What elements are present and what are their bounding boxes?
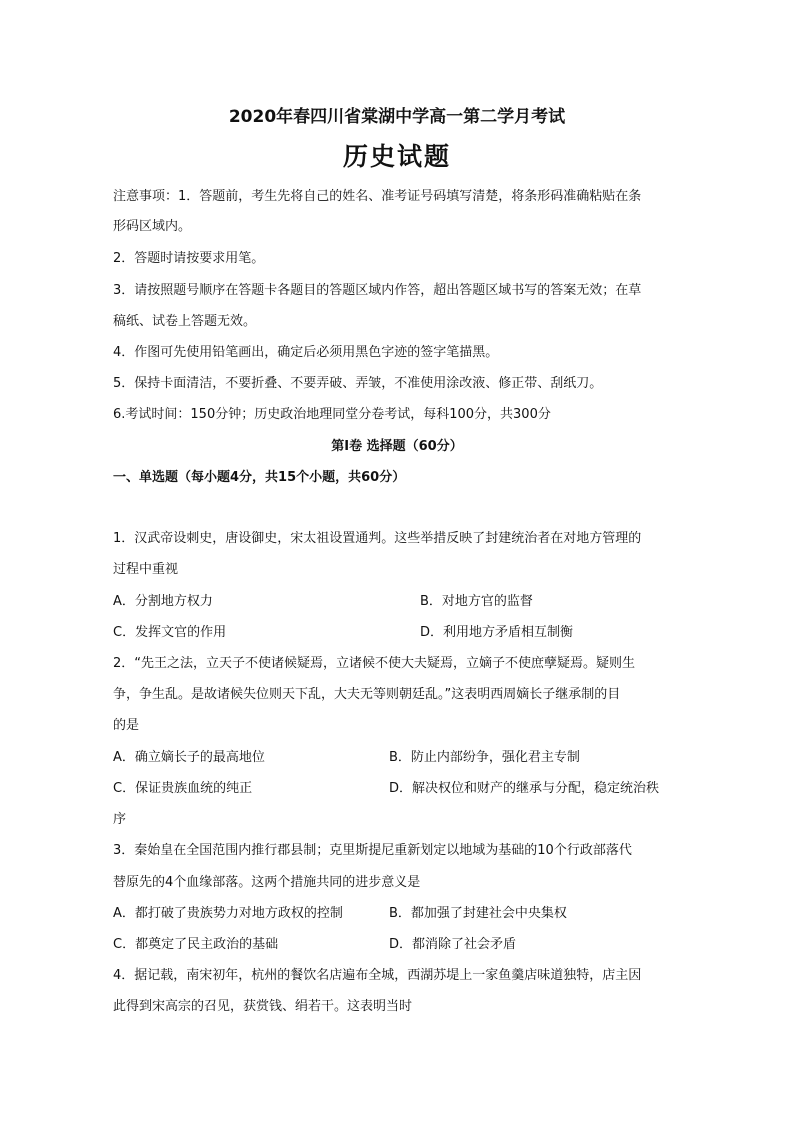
option-d: D．都消除了社会矛盾: [389, 937, 517, 952]
question-stem: 2．“先王之法，立天子不使诸候疑焉，立诸候不使大夫疑焉，立嫡子不使庶孽疑焉。疑则生: [113, 656, 636, 671]
option-b: B．对地方官的监督: [420, 594, 533, 609]
note-line: 3．请按照题号顺序在答题卡各题目的答题区域内作答，超出答题区域书写的答案无效；在草: [113, 283, 642, 298]
question-type-title: 一、单选题（每小题4分，共15个小题，共60分）: [113, 470, 406, 485]
option-a: A．分割地方权力: [113, 594, 213, 609]
option-b: B．防止内部纷争，强化君主专制: [389, 750, 580, 765]
note-line: 5．保持卡面清洁，不要折叠、不要弄破、弄皱，不准使用涂改液、修正带、刮纸刀。: [113, 376, 603, 391]
option-c: C．发挥文官的作用: [113, 625, 227, 640]
option-d: D．利用地方矛盾相互制衡: [420, 625, 574, 640]
note-line: 形码区域内。: [113, 219, 192, 234]
subject-title: 历史试题: [342, 142, 451, 171]
question-stem: 3．秦始皇在全国范围内推行郡县制；克里斯提尼重新划定以地域为基础的10个行政部落代: [113, 843, 632, 858]
option-a: A．确立嫡长子的最高地位: [113, 750, 265, 765]
option-c: C．都奠定了民主政治的基础: [113, 937, 279, 952]
note-line: 稿纸、试卷上答题无效。: [113, 314, 257, 329]
note-line: 注意事项：1．答题前，考生先将自己的姓名、准考证号码填写清楚，将条形码准确粘贴在条: [113, 189, 642, 204]
option-d-continued: 序: [113, 812, 127, 827]
option-b: B．都加强了封建社会中央集权: [389, 906, 567, 921]
option-a: A．都打破了贵族势力对地方政权的控制: [113, 906, 343, 921]
option-c: C．保证贵族血统的纯正: [113, 781, 253, 796]
question-stem: 4．据记载，南宋初年，杭州的餐饮名店遍布全城，西湖苏堤上一家鱼羹店味道独特，店主因: [113, 968, 642, 983]
part-title: 第Ⅰ卷 选择题（60分）: [331, 439, 463, 454]
question-stem: 争，争生乱。是故诸候失位则天下乱，大夫无等则朝廷乱。”这表明西周嫡长子继承制的目: [113, 687, 621, 702]
option-d: D．解决权位和财产的继承与分配，稳定统治秩: [389, 781, 660, 796]
question-stem: 的是: [113, 718, 140, 733]
exam-title: 2020年春四川省棠湖中学高一第二学月考试: [228, 107, 566, 127]
question-stem: 过程中重视: [113, 562, 179, 577]
question-stem: 替原先的4个血缘部落。这两个措施共同的进步意义是: [113, 875, 421, 890]
note-line: 6.考试时间：150分钟；历史政治地理同堂分卷考试，每科100分，共300分: [113, 407, 551, 422]
question-stem: 此得到宋高宗的召见，获赏钱、绢若干。这表明当时: [113, 999, 413, 1014]
question-stem: 1．汉武帝设刺史，唐设御史，宋太祖设置通判。这些举措反映了封建统治者在对地方管理的: [113, 531, 642, 546]
note-line: 4．作图可先使用铅笔画出，确定后必须用黑色字迹的签字笔描黑。: [113, 345, 499, 360]
note-line: 2．答题时请按要求用笔。: [113, 251, 265, 266]
